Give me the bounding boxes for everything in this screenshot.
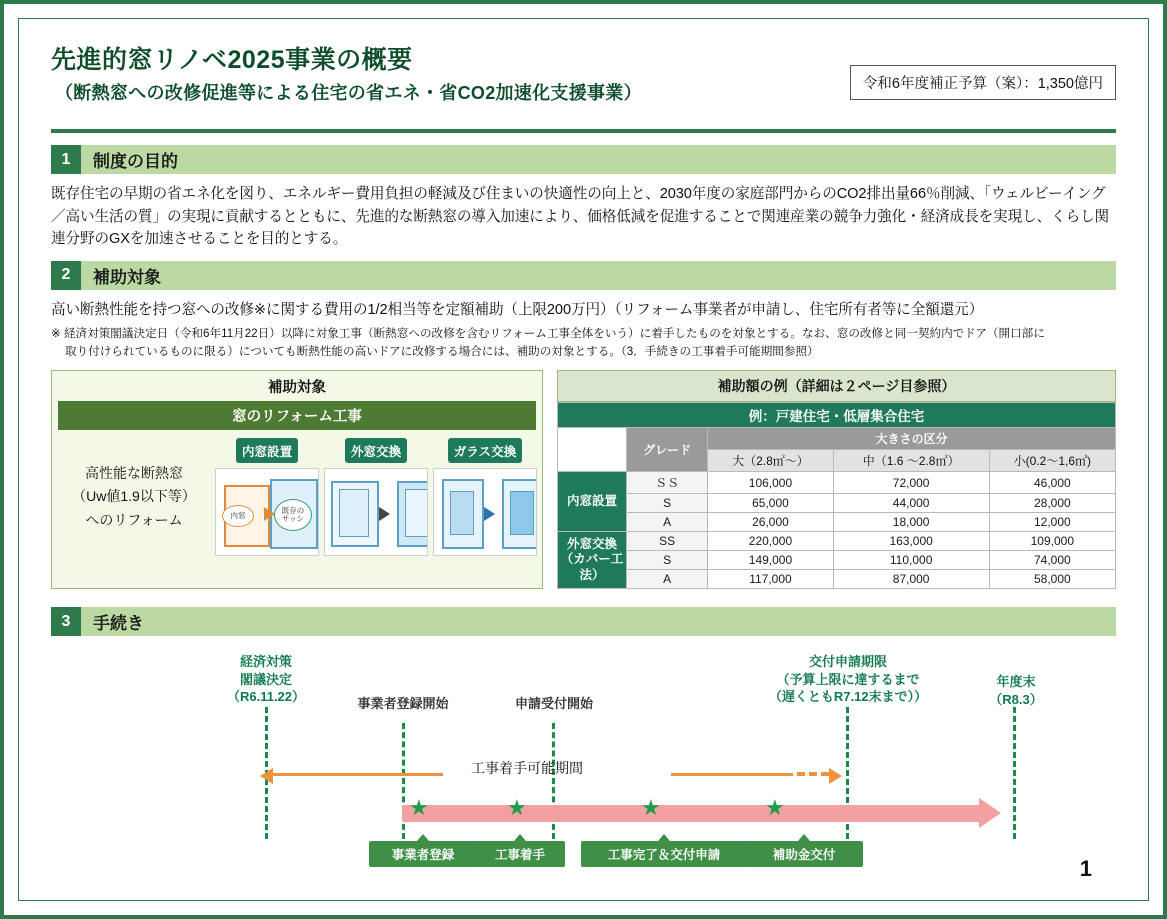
- row-group-outer-window: [558, 532, 627, 589]
- subsidy-note: [51, 325, 1116, 360]
- construction-period-arrow-left: [273, 773, 443, 776]
- budget-badge: 令和6年度補正予算（案）：1,350億円: [850, 65, 1116, 100]
- section-header-purpose: [51, 145, 1116, 174]
- table-header-row-1: [558, 428, 1116, 450]
- timeline-tag-completion-application: 工事完了＆交付申請: [581, 841, 747, 867]
- section-number: 3: [51, 607, 81, 636]
- grade-cell: ＳＳ: [627, 472, 708, 494]
- row-group-outer-window-line1: 外窓交換: [566, 536, 617, 551]
- timeline-star-icon: ★: [507, 795, 527, 821]
- amount-cell: 220,000: [708, 532, 833, 551]
- table-example-title-row: [558, 403, 1116, 428]
- page-title: 先進的窓リノベ2025事業の概要: [51, 46, 413, 74]
- grade-cell: S: [627, 551, 708, 570]
- glass-replacement-illustration: [433, 468, 537, 556]
- panel-left-body: [52, 430, 542, 564]
- page-inner-border: [18, 18, 1149, 901]
- table-row: [558, 532, 1116, 551]
- timeline-label-grant-deadline: [734, 653, 962, 706]
- page-content: [51, 45, 1116, 890]
- card-caption: 外窓交換: [345, 438, 407, 463]
- subsidy-lead: 高い断熱性能を持つ窓への改修※に関する費用の1/2相当等を定額補助（上限200万円）（リフォーム事業者が申請し、住宅所有者等に全額還元）: [51, 301, 984, 318]
- amount-cell: 46,000: [989, 472, 1115, 494]
- card-outer-window: [325, 438, 427, 556]
- subsidy-note-line2: 取り付けられているものに限る）についても断熱性能の高いドアに改修する場合には、補助の対象とする。（3．手続きの工事着手可能期間参照）: [65, 344, 819, 358]
- amount-cell: 58,000: [989, 570, 1115, 589]
- amount-cell: 72,000: [833, 472, 989, 494]
- panel-left-title: 補助対象: [268, 380, 326, 397]
- table-row: [558, 472, 1116, 494]
- timeline-tag-registration: 事業者登録: [369, 841, 477, 867]
- timeline-label-registration-start: 事業者登録開始: [357, 696, 449, 712]
- card-glass-replacement: [434, 438, 536, 556]
- purpose-body: 既存住宅の早期の省エネ化を図り、エネルギー費用負担の軽減及び住まいの快適性の向上と、2030年度の家庭部門からのCO2排出量66％削減、「ウェルビーイング／高い生活の質」の実現に貢献するとともに、先進的な断熱窓の導入加速により、価格低減を促進することで関連産業の競争力強化・経済成長を実現し、くらし関連分野のGXを加速させることを目的とする。: [51, 186, 1110, 248]
- title-divider: [51, 129, 1116, 133]
- card-caption: 内窓設置: [236, 438, 298, 463]
- table-row: [558, 494, 1116, 513]
- label-line: （R6.11.22）: [226, 689, 306, 705]
- left-text-line-2: （Uw値1.9以下等）: [72, 488, 196, 505]
- procedure-timeline: [51, 645, 1116, 883]
- page-subtitle: （断熱窓への改修促進等による住宅の省エネ・省CO2加速化支援事業）: [55, 83, 642, 103]
- table-size-col-large: 大（2.8㎡～）: [708, 450, 833, 472]
- card-inner-window: [216, 438, 318, 556]
- section-label: 補助対象: [81, 261, 1116, 290]
- left-text-line-3: へのリフォーム: [85, 512, 183, 529]
- section-label: 制度の目的: [81, 145, 1116, 174]
- timeline-label-cabinet: [206, 653, 326, 706]
- label-line: （遅くともR7.12末まで））: [768, 689, 928, 705]
- amount-cell: 26,000: [708, 513, 833, 532]
- subsidy-amount-table: [557, 402, 1116, 589]
- table-row: [558, 570, 1116, 589]
- section-number: 2: [51, 261, 81, 290]
- timeline-tag-construction-start: 工事着手: [475, 841, 565, 867]
- amount-cell: 74,000: [989, 551, 1115, 570]
- panel-subsidy-target: [51, 370, 543, 589]
- page-number: 1: [1079, 856, 1092, 881]
- construction-period-arrow-right-dashed: [797, 772, 829, 776]
- construction-period-arrow-right-solid: [671, 773, 793, 776]
- amount-cell: 65,000: [708, 494, 833, 513]
- timeline-star-icon: ★: [641, 795, 661, 821]
- timeline-marker-year-end: [1013, 707, 1016, 839]
- page-header: [51, 45, 1116, 119]
- panel-left-strip: 窓のリフォーム工事: [58, 401, 536, 430]
- amount-cell: 44,000: [833, 494, 989, 513]
- grade-cell: S: [627, 494, 708, 513]
- timeline-tag-subsidy-payment: 補助金交付: [745, 841, 863, 867]
- grade-cell: SS: [627, 532, 708, 551]
- table-row: [558, 513, 1116, 532]
- section-number: 1: [51, 145, 81, 174]
- section-header-subsidy: [51, 261, 1116, 290]
- label-line: （予算上限に達するまで: [776, 671, 920, 687]
- amount-cell: 87,000: [833, 570, 989, 589]
- table-size-col-small: 小(0.2～1,6㎡): [989, 450, 1115, 472]
- timeline-label-fiscal-year-end: [961, 673, 1071, 708]
- subsidy-note-line1: ※ 経済対策閣議決定日（令和6年11月22日）以降に対象工事（断熱窓への改修を含むリフォーム工事全体をいう）に着手したものを対象とする。なお、窓の改修と同一契約内でドア（開口部に: [51, 327, 1045, 341]
- grade-cell: A: [627, 570, 708, 589]
- inner-window-illustration: 内窓 既存の サッシ: [215, 468, 319, 556]
- timeline-star-icon: ★: [765, 795, 785, 821]
- table-row: [558, 551, 1116, 570]
- table-example-title: 例：戸建住宅・低層集合住宅: [558, 403, 1116, 428]
- amount-cell: 109,000: [989, 532, 1115, 551]
- label-line: 年度末: [996, 674, 1036, 690]
- label-line: 経済対策: [239, 654, 292, 670]
- amount-cell: 149,000: [708, 551, 833, 570]
- section-label: 手続き: [81, 607, 1116, 636]
- label-line: 交付申請期限: [808, 654, 887, 670]
- panel-right-title: 補助額の例（詳細は２ページ目参照）: [557, 370, 1116, 402]
- label-line: （R8.3）: [989, 691, 1043, 707]
- timeline-label-application-start: 申請受付開始: [514, 696, 593, 712]
- reform-type-cards: [216, 438, 536, 556]
- row-group-outer-window-line2: （カバー工法）: [560, 552, 624, 583]
- amount-cell: 110,000: [833, 551, 989, 570]
- amount-cell: 163,000: [833, 532, 989, 551]
- outer-window-illustration: [324, 468, 428, 556]
- amount-cell: 106,000: [708, 472, 833, 494]
- table-grade-header: グレード: [627, 428, 708, 472]
- construction-period-text: 工事着手可能期間: [471, 760, 583, 777]
- subsidy-panels: [51, 370, 1116, 589]
- label-line: 閣議決定: [239, 671, 292, 687]
- high-performance-window-text: [58, 438, 210, 556]
- table-corner-cell: [558, 428, 627, 472]
- panel-subsidy-amount: [557, 370, 1116, 589]
- section-header-procedure: [51, 607, 1116, 636]
- amount-cell: 28,000: [989, 494, 1115, 513]
- amount-cell: 18,000: [833, 513, 989, 532]
- amount-cell: 12,000: [989, 513, 1115, 532]
- row-group-inner-window: 内窓設置: [558, 472, 627, 532]
- table-size-col-medium: 中（1.6 ～2.8㎡）: [833, 450, 989, 472]
- timeline-main-arrow: [402, 805, 980, 822]
- card-caption: ガラス交換: [448, 438, 523, 463]
- grade-cell: A: [627, 513, 708, 532]
- timeline-star-icon: ★: [409, 795, 429, 821]
- table-size-group-header: 大きさの区分: [708, 428, 1116, 450]
- amount-cell: 117,000: [708, 570, 833, 589]
- left-text-line-1: 高性能な断熱窓: [85, 464, 183, 481]
